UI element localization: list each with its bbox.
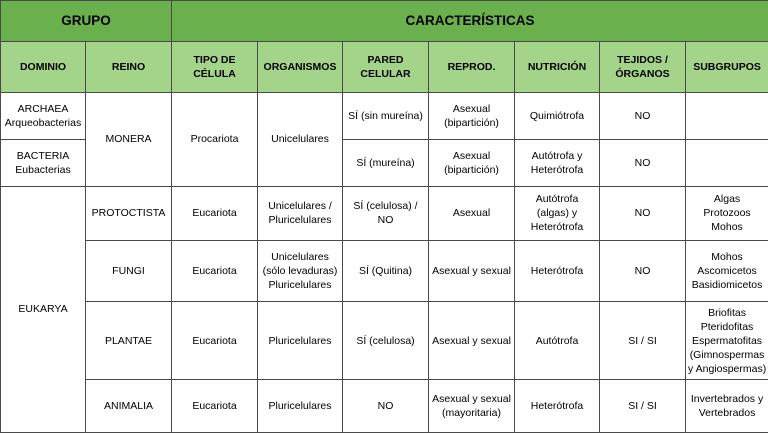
cell-line: PLANTAE bbox=[104, 334, 153, 347]
cell-line: Mohos bbox=[711, 251, 743, 264]
cell-nutricion-animalia bbox=[515, 380, 600, 433]
cell-pared-fungi bbox=[343, 241, 429, 302]
cell-line: Heterótrofa bbox=[530, 400, 584, 413]
table-row-fungi bbox=[1, 241, 768, 302]
col-header-tejidos-organos bbox=[600, 41, 686, 93]
cell-reino-plantae bbox=[86, 302, 172, 380]
cell-line: SI / SI bbox=[628, 334, 657, 347]
cell-line: PROTOCTISTA bbox=[91, 207, 166, 220]
cell-reprod-protoctista bbox=[429, 186, 515, 241]
cell-line: SÍ (Quitina) bbox=[358, 265, 413, 278]
cell-subgrupos-plantae bbox=[686, 302, 768, 380]
cell-line: Autótrofa bbox=[535, 334, 579, 347]
cell-line: REINO bbox=[111, 60, 146, 73]
cell-line: Pluricelulares bbox=[268, 279, 332, 292]
cell-nutricion-fungi bbox=[515, 241, 600, 302]
cell-dominio-archaea bbox=[1, 93, 86, 140]
cell-nutricion-plantae bbox=[515, 302, 600, 380]
cell-tejidos-fungi bbox=[600, 241, 686, 302]
cell-subgrupos-bacteria bbox=[686, 139, 768, 186]
cell-line: NO bbox=[377, 400, 394, 413]
cell-line: REPROD. bbox=[447, 60, 496, 73]
cell-line: Unicelulares bbox=[271, 133, 329, 146]
cell-line: Pteridofitas bbox=[700, 320, 754, 333]
cell-line: Pluricelulares bbox=[268, 400, 332, 413]
cell-reino-monera bbox=[86, 93, 172, 186]
col-header-reprod bbox=[429, 41, 515, 93]
cell-line: CÉLULA bbox=[193, 67, 236, 80]
cell-tipo-monera bbox=[172, 93, 258, 186]
cell-reprod-archaea bbox=[429, 93, 515, 140]
table-row-plantae bbox=[1, 302, 768, 380]
cell-subgrupos-archaea bbox=[686, 93, 768, 140]
cell-reprod-animalia bbox=[429, 380, 515, 433]
cell-reino-protoctista bbox=[86, 186, 172, 241]
cell-line: Asexual y sexual bbox=[432, 265, 511, 278]
cell-line: Eucariota bbox=[192, 334, 237, 347]
cell-line: SI / SI bbox=[628, 400, 657, 413]
cell-line: Asexual bbox=[452, 103, 491, 116]
cell-line: SUBGRUPOS bbox=[693, 60, 761, 73]
cell-reprod-plantae bbox=[429, 302, 515, 380]
cell-reino-fungi bbox=[86, 241, 172, 302]
cell-line: Asexual bbox=[452, 207, 491, 220]
cell-line: Pluricelulares bbox=[268, 214, 332, 227]
cell-line: BACTERIA bbox=[16, 149, 70, 162]
cell-line: Autótrofa bbox=[535, 193, 579, 206]
cell-organismos-fungi bbox=[258, 241, 343, 302]
cell-line: NUTRICIÓN bbox=[527, 60, 587, 73]
table-row-archaea bbox=[1, 93, 768, 140]
cell-reprod-bacteria bbox=[429, 139, 515, 186]
cell-tejidos-bacteria bbox=[600, 139, 686, 186]
cell-line: NO bbox=[634, 265, 651, 278]
cell-line: ANIMALIA bbox=[104, 400, 154, 413]
cell-line: Asexual bbox=[452, 149, 491, 162]
cell-line: Quimiótrofa bbox=[529, 110, 585, 123]
cell-dominio-bacteria bbox=[1, 139, 86, 186]
cell-line: EUKARYA bbox=[18, 303, 68, 316]
cell-line: Procariota bbox=[190, 133, 239, 146]
cell-tipo-animalia bbox=[172, 380, 258, 433]
cell-tipo-plantae bbox=[172, 302, 258, 380]
cell-line: ÓRGANOS bbox=[615, 67, 670, 80]
cell-organismos-animalia bbox=[258, 380, 343, 433]
cell-line: Eucariota bbox=[192, 400, 237, 413]
cell-line: DOMINIO bbox=[19, 60, 67, 73]
table-row-protoctista bbox=[1, 186, 768, 241]
cell-tejidos-animalia bbox=[600, 380, 686, 433]
cell-line: SÍ (mureína) bbox=[356, 156, 415, 169]
col-header-subgrupos bbox=[686, 41, 768, 93]
cell-tejidos-archaea bbox=[600, 93, 686, 140]
cell-line: y Angiospermas) bbox=[688, 362, 767, 375]
col-header-reino bbox=[86, 41, 172, 93]
cell-line: (mayoritaria) bbox=[442, 407, 501, 420]
cell-line: (algas) y bbox=[536, 207, 578, 220]
col-header-organismos bbox=[258, 41, 343, 93]
cell-line: Heterótrofa bbox=[530, 265, 584, 278]
cell-subgrupos-protoctista bbox=[686, 186, 768, 241]
cell-line: Eucariota bbox=[192, 207, 237, 220]
cell-line: ARCHAEA bbox=[17, 103, 69, 116]
cell-nutricion-bacteria bbox=[515, 139, 600, 186]
cell-dominio-eukarya bbox=[1, 186, 86, 432]
cell-line: TEJIDOS / bbox=[617, 53, 668, 66]
cell-subgrupos-fungi bbox=[686, 241, 768, 302]
cell-line: Heterótrofa bbox=[530, 163, 584, 176]
cell-line: Eubacterias bbox=[15, 163, 71, 176]
cell-pared-plantae bbox=[343, 302, 429, 380]
cell-line: NO bbox=[634, 207, 651, 220]
cell-line: SÍ (celulosa) bbox=[356, 334, 415, 347]
cell-line: Pluricelulares bbox=[268, 334, 332, 347]
cell-line: CELULAR bbox=[360, 67, 411, 80]
cell-line: Espermatofitas bbox=[692, 334, 763, 347]
cell-line: (bipartición) bbox=[444, 117, 499, 130]
cell-line: Protozoos bbox=[703, 207, 751, 220]
table-row-animalia bbox=[1, 380, 768, 433]
cell-nutricion-archaea bbox=[515, 93, 600, 140]
cell-line: ORGANISMOS bbox=[263, 60, 337, 73]
cell-tipo-protoctista bbox=[172, 186, 258, 241]
cell-pared-bacteria bbox=[343, 139, 429, 186]
cell-line: Ascomicetos bbox=[697, 265, 757, 278]
cell-line: PARED bbox=[367, 53, 404, 66]
cell-line: Briofitas bbox=[708, 306, 746, 319]
cell-line: (Gimnospermas bbox=[689, 348, 765, 361]
col-header-tipo-celula bbox=[172, 41, 258, 93]
cell-line: FUNGI bbox=[112, 265, 145, 278]
cell-line: Invertebrados y bbox=[690, 393, 764, 406]
cell-line: Unicelulares bbox=[271, 251, 329, 264]
cell-line: Arqueobacterias bbox=[4, 117, 82, 130]
cell-line: Basidiomicetos bbox=[691, 279, 763, 292]
cell-pared-protoctista bbox=[343, 186, 429, 241]
col-header-dominio bbox=[1, 41, 86, 93]
cell-line: (sólo levaduras) bbox=[262, 265, 338, 278]
cell-tejidos-protoctista bbox=[600, 186, 686, 241]
cell-organismos-monera bbox=[258, 93, 343, 186]
grupo-header: GRUPO bbox=[1, 1, 172, 42]
cell-subgrupos-animalia bbox=[686, 380, 768, 433]
cell-line: Asexual y sexual bbox=[432, 393, 511, 406]
cell-line: Heterótrofa bbox=[530, 221, 584, 234]
cell-line: NO bbox=[634, 156, 651, 169]
cell-line: Eucariota bbox=[192, 265, 237, 278]
cell-line: NO bbox=[634, 110, 651, 123]
cell-line: SÍ (sin mureína) bbox=[348, 110, 423, 123]
cell-reino-animalia bbox=[86, 380, 172, 433]
cell-organismos-plantae bbox=[258, 302, 343, 380]
col-header-nutricion bbox=[515, 41, 600, 93]
cell-tejidos-plantae bbox=[600, 302, 686, 380]
caracteristicas-header: CARACTERÍSTICAS bbox=[172, 1, 768, 42]
cell-line: TIPO DE bbox=[193, 53, 236, 66]
cell-line: NO bbox=[377, 214, 394, 227]
cell-tipo-fungi bbox=[172, 241, 258, 302]
cell-pared-archaea bbox=[343, 93, 429, 140]
cell-pared-animalia bbox=[343, 380, 429, 433]
cell-line: Autótrofa y bbox=[531, 149, 583, 162]
cell-line: Vertebrados bbox=[698, 407, 756, 420]
cell-line: Unicelulares / bbox=[268, 200, 332, 213]
cell-reprod-fungi bbox=[429, 241, 515, 302]
cell-nutricion-protoctista bbox=[515, 186, 600, 241]
cell-line: SÍ (celulosa) / bbox=[353, 200, 418, 213]
cell-line: Mohos bbox=[711, 221, 743, 234]
cell-line: Asexual y sexual bbox=[432, 334, 511, 347]
cell-organismos-protoctista bbox=[258, 186, 343, 241]
cell-line: (bipartición) bbox=[444, 163, 499, 176]
col-header-pared-celular bbox=[343, 41, 429, 93]
cell-line: Algas bbox=[713, 193, 741, 206]
cell-line: MONERA bbox=[105, 133, 152, 146]
